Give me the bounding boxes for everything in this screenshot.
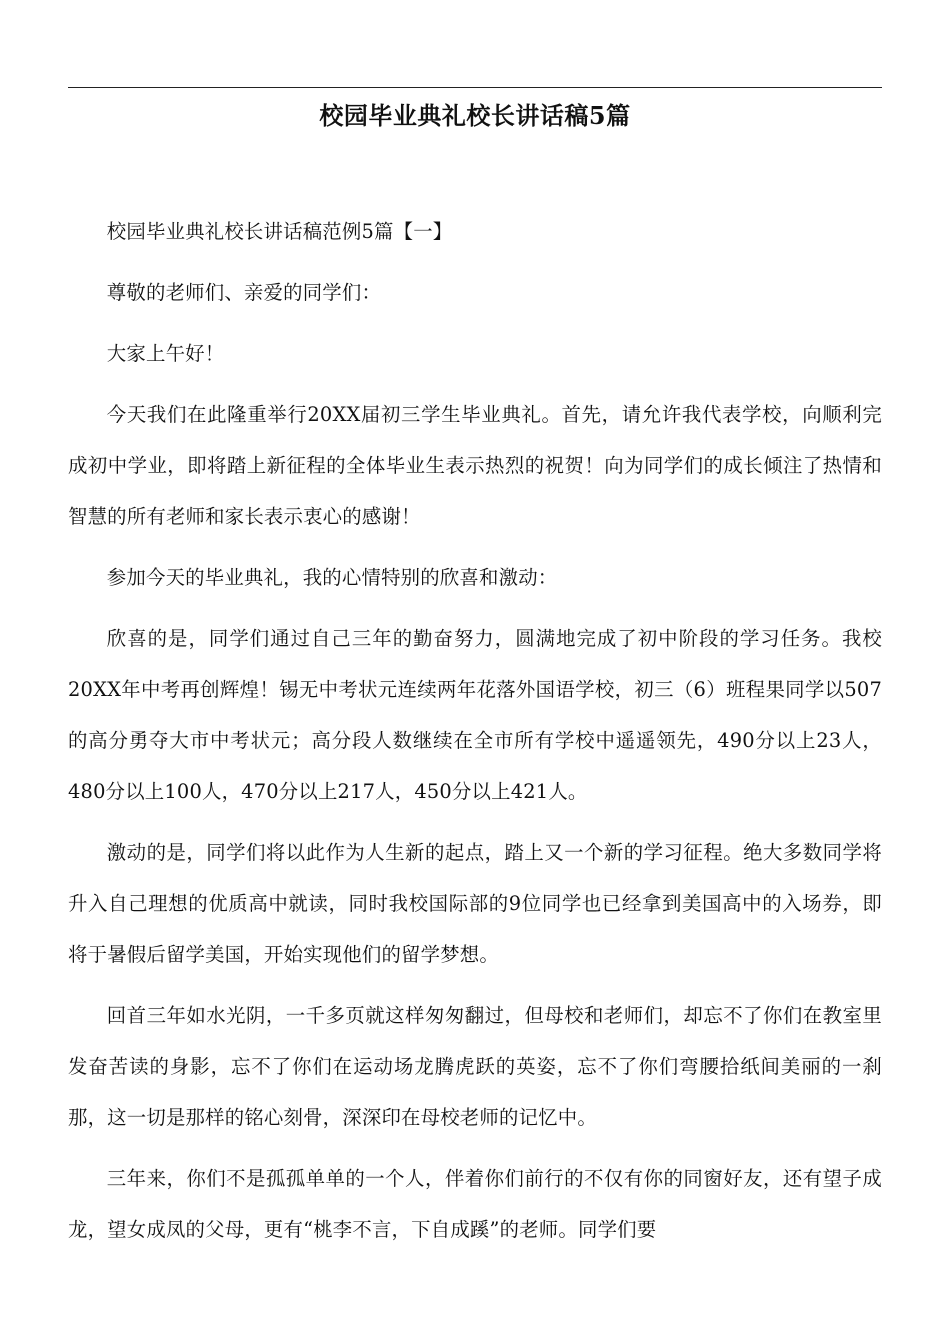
document-page [68,0,882,1344]
salutation: 尊敬的老师们、亲爱的同学们： [106,281,382,304]
section-heading: 校园毕业典礼校长讲话稿范例5篇【一】 [106,220,453,243]
body-paragraph: 激动的是，同学们将以此作为人生新的起点，踏上又一个新的学习征程。绝大多数同学将升入自己理想的优质高中就读，同时我校国际部的9位同学也已经拿到美国高中的入场券，即将于暑假后留学美国，开始实现他们的留学梦想。 [68,841,882,966]
body-paragraph: 三年来，你们不是孤孤单单的一个人，伴着你们前行的不仅有你的同窗好友，还有望子成龙，望女成凤的父母，更有“桃李不言，下自成蹊”的老师。同学们要 [68,1167,882,1241]
body-paragraph: 欣喜的是，同学们通过自己三年的勤奋努力，圆满地完成了初中阶段的学习任务。我校20XX年中考再创辉煌！锡无中考状元连续两年花落外国语学校，初三（6）班程果同学以507的高分勇夺大市中考状元；高分段人数继续在全市所有学校中遥遥领先，490分以上23人，480分以上100人，470分以上217人，450分以上421人。 [68,627,882,803]
body-paragraph: 今天我们在此隆重举行20XX届初三学生毕业典礼。首先，请允许我代表学校，向顺利完成初中学业，即将踏上新征程的全体毕业生表示热烈的祝贺！向为同学们的成长倾注了热情和智慧的所有老师和家长表示衷心的感谢！ [68,403,882,528]
document-title: 校园毕业典礼校长讲话稿5篇 [319,101,631,130]
document-body [68,206,882,1265]
header-rule [68,87,882,88]
body-paragraph: 回首三年如水光阴，一千多页就这样匆匆翻过，但母校和老师们，却忘不了你们在教室里发奋苦读的身影，忘不了你们在运动场龙腾虎跃的英姿，忘不了你们弯腰拾纸间美丽的一刹那，这一切是那样的铭心刻骨，深深印在母校老师的记忆中。 [68,1004,882,1129]
greeting: 大家上午好！ [106,342,225,365]
body-paragraph: 参加今天的毕业典礼，我的心情特别的欣喜和激动： [106,566,558,589]
